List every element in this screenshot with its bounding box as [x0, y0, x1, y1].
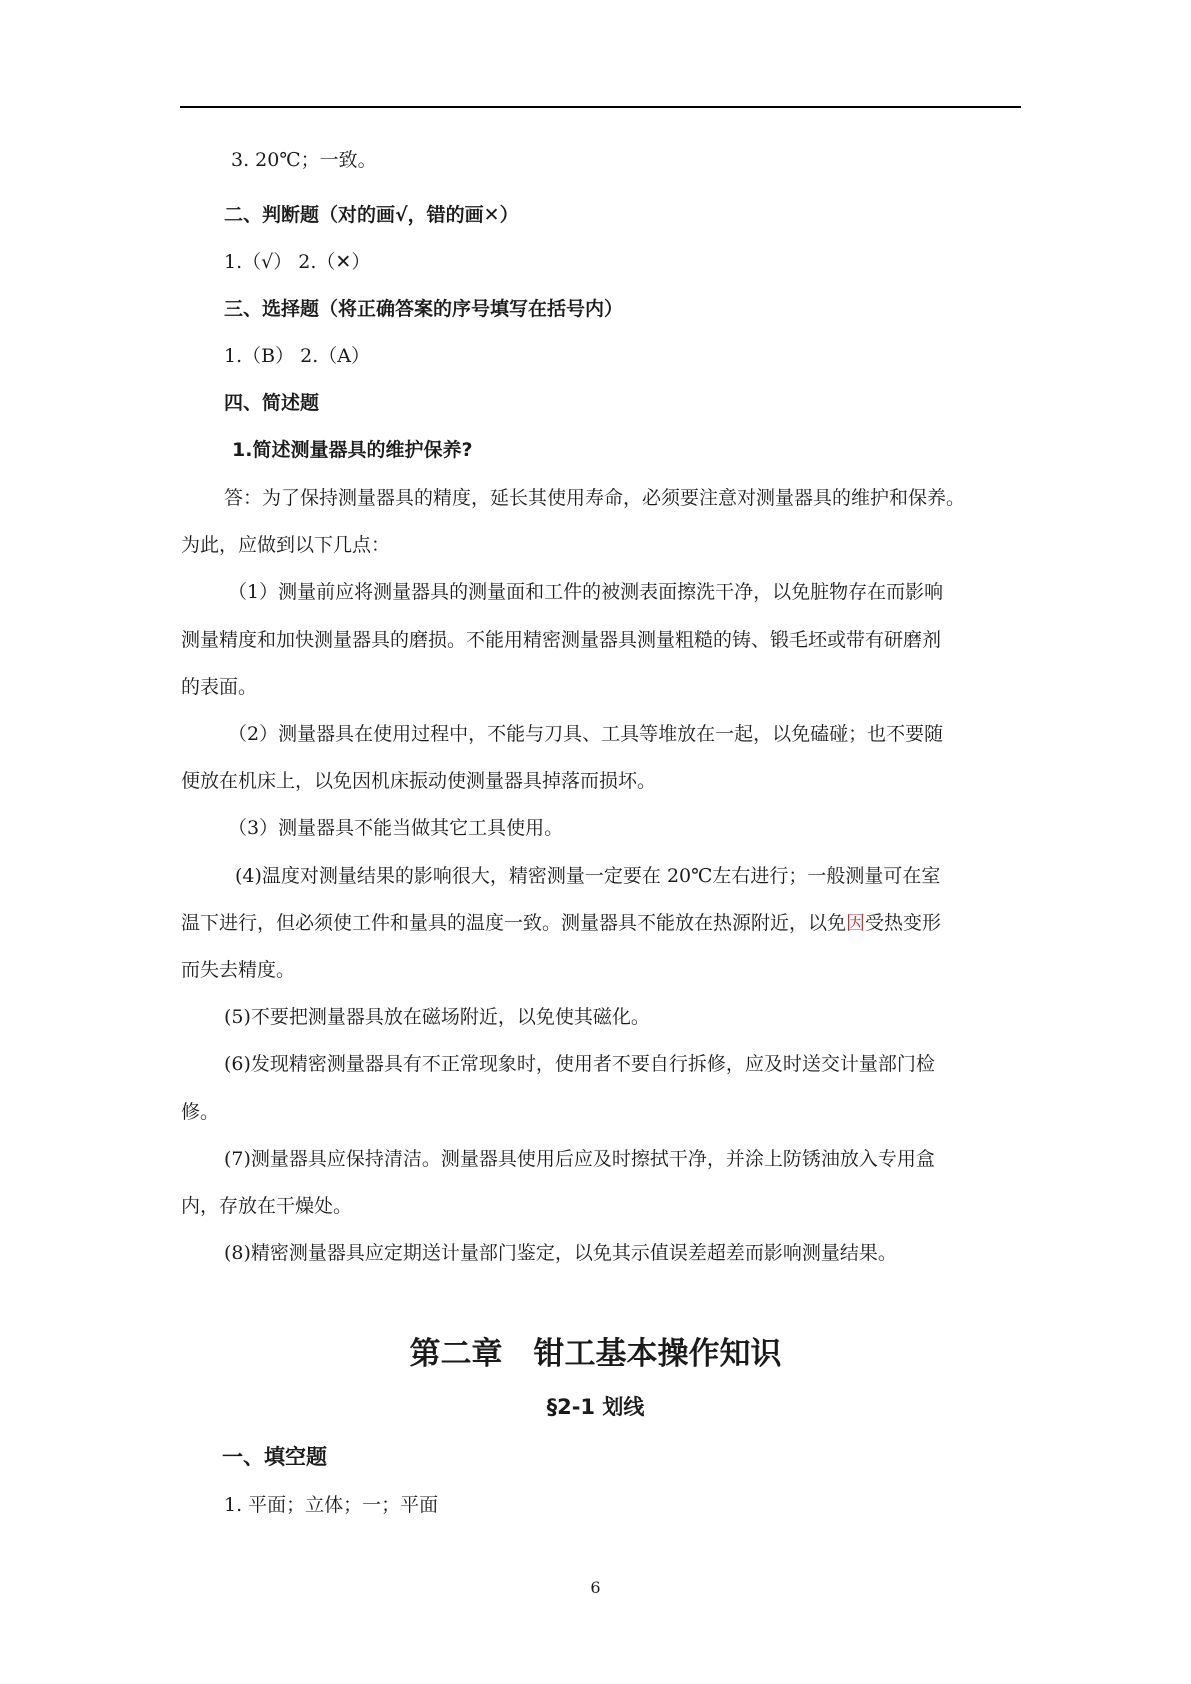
point-3-line-1: （3）测量器具不能当做其它工具使用。 [228, 817, 564, 839]
point-5-line-1: (5)不要把测量器具放在磁场附近，以免使其磁化。 [224, 1006, 650, 1028]
true-false-answers: 1.（√） 2.（✕） [224, 251, 371, 273]
fill-answer-1: 1. 平面；立体；一；平面 [224, 1494, 439, 1516]
answer-intro-line-2: 为此，应做到以下几点： [181, 534, 391, 556]
section-title: §2-1 划线 [546, 1395, 645, 1419]
point-2-line-1: （2）测量器具在使用过程中，不能与刀具、工具等堆放在一起，以免磕碰；也不要随 [228, 723, 944, 745]
point-7-line-2: 内，存放在干燥处。 [181, 1195, 353, 1217]
question-1: 1.简述测量器具的维护保养? [232, 439, 473, 461]
point-2-line-2: 便放在机床上，以免因机床振动使测量器具掉落而损坏。 [181, 770, 657, 792]
point-4-line-2-text-b: 受热变形 [865, 912, 942, 934]
heading-short-answer: 四、简述题 [224, 392, 320, 414]
multiple-choice-answers: 1.（B） 2.（A） [224, 345, 370, 367]
point-1-line-1: （1）测量前应将测量器具的测量面和工件的被测表面擦洗干净，以免脏物存在而影响 [228, 581, 944, 603]
answer-intro-line-1: 答：为了保持测量器具的精度，延长其使用寿命，必须要注意对测量器具的维护和保养。 [224, 487, 966, 509]
point-4-line-2-text-a: 温下进行，但必须使工件和量具的温度一致。测量器具不能放在热源附近，以免 [181, 912, 847, 934]
chapter-title: 第二章 钳工基本操作知识 [409, 1336, 782, 1372]
page-number: 6 [590, 1578, 601, 1597]
point-6-line-1: (6)发现精密测量器具有不正常现象时，使用者不要自行拆修，应及时送交计量部门检 [224, 1053, 935, 1075]
fill-answer-3: 3. 20℃；一致。 [231, 149, 377, 171]
heading-true-false: 二、判断题（对的画√，错的画✕） [224, 204, 519, 226]
heading-fill-in: 一、填空题 [222, 1445, 327, 1469]
point-4-line-2 [181, 911, 941, 935]
header-rule [180, 106, 1021, 108]
point-4-line-1: (4)温度对测量结果的影响很大，精密测量一定要在 20℃左右进行；一般测量可在室 [235, 865, 941, 887]
point-4-line-3: 而失去精度。 [181, 959, 296, 981]
point-1-line-3: 的表面。 [181, 676, 258, 698]
point-6-line-2: 修。 [181, 1101, 220, 1123]
point-8-line-1: (8)精密测量器具应定期送计量部门鉴定，以免其示值误差超差而影响测量结果。 [224, 1242, 897, 1264]
heading-multiple-choice: 三、选择题（将正确答案的序号填写在括号内） [224, 298, 624, 320]
point-1-line-2: 测量精度和加快测量器具的磨损。不能用精密测量器具测量粗糙的铸、锻毛坯或带有研磨剂 [181, 629, 942, 651]
point-4-line-2-marked-char: 因 [846, 912, 866, 934]
point-7-line-1: (7)测量器具应保持清洁。测量器具使用后应及时擦拭干净，并涂上防锈油放入专用盒 [224, 1148, 935, 1170]
